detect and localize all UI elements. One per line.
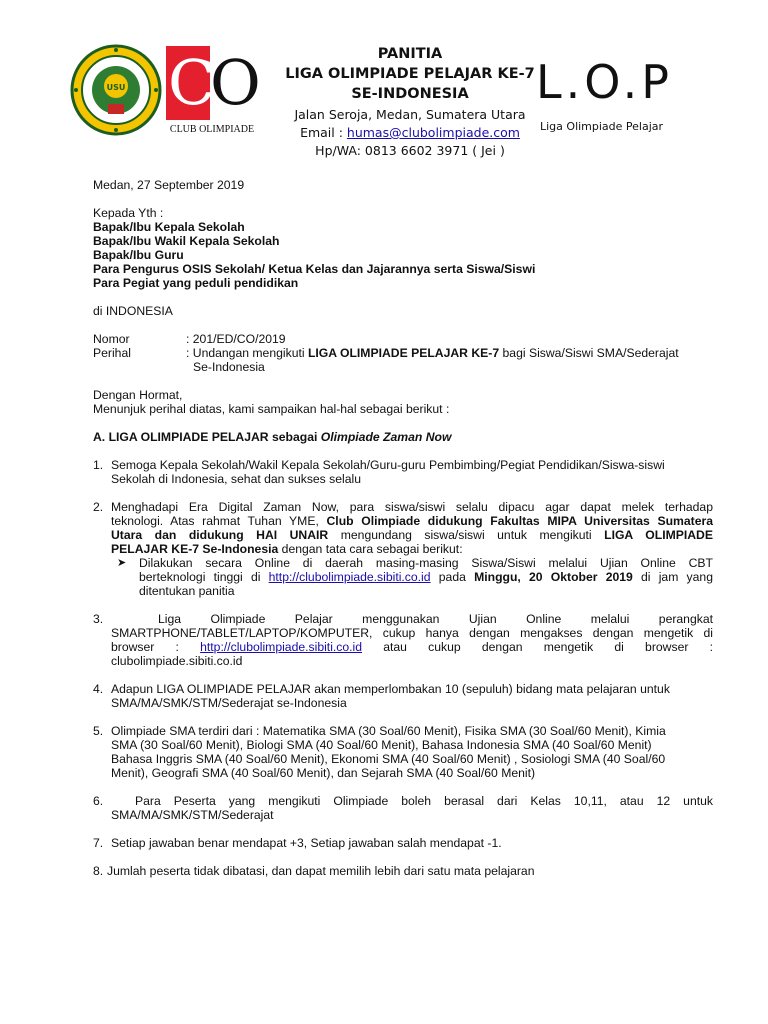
perihal-line2: Se-Indonesia: [193, 360, 265, 374]
item-2-line4-bold: PELAJAR KE-7 Se-Indonesia: [111, 542, 279, 556]
item-2-sub-mid: pada: [430, 570, 475, 584]
item-2-line2-pre: teknologi. Atas rahmat Tuhan YME,: [111, 514, 327, 528]
item-2-line2-bold: Club Olimpiade didukung Fakultas MIPA Universitas Sumatera: [326, 514, 713, 528]
item-4-line1: Adapun LIGA OLIMPIADE PELAJAR akan memperlombakan 10 (sepuluh) bidang mata pelajaran untuk: [111, 682, 670, 696]
to-intro: Kepada Yth :: [93, 206, 164, 220]
item-7-line1: Setiap jawaban benar mendapat +3, Setiap jawaban salah mendapat -1.: [111, 836, 502, 850]
email-label: Email :: [300, 125, 347, 140]
perihal-pre: : Undangan mengikuti: [186, 346, 308, 360]
perihal-label: Perihal: [93, 346, 131, 360]
item-2-line3-post: mengundang siswa/siswi untuk mengikuti: [328, 528, 605, 542]
item-2-line4: [111, 542, 463, 557]
recipient-2: Bapak/Ibu Wakil Kepala Sekolah: [93, 234, 280, 248]
item-2-sub-pre: berteknologi tinggi di: [139, 570, 269, 584]
header-email: [260, 124, 560, 142]
item-8-line1: Jumlah peserta tidak dibatasi, dan dapat memilih lebih dari satu mata pelajaran: [107, 864, 535, 878]
item-2-line3: [111, 528, 713, 543]
email-link[interactable]: humas@clubolimpiade.com: [346, 125, 520, 140]
item-2-sub-date: Minggu, 20 Oktober 2019: [474, 570, 633, 584]
header-line2: LIGA OLIMPIADE PELAJAR KE-7: [285, 66, 535, 82]
item-3-number: 3.: [93, 612, 104, 626]
item-5-line4: Menit), Geografi SMA (40 Soal/60 Menit), dan Sejarah SMA (40 Soal/60 Menit): [111, 766, 536, 780]
co-mark-o: O: [210, 46, 261, 119]
recipient-1: Bapak/Ibu Kepala Sekolah: [93, 220, 245, 234]
sibiti-link-1[interactable]: http://clubolimpiade.sibiti.co.id: [268, 570, 431, 584]
perihal-value: [186, 346, 679, 361]
perihal-bold: LIGA OLIMPIADE PELAJAR KE-7: [307, 346, 500, 360]
item-3-line2: SMARTPHONE/TABLET/LAPTOP/KOMPUTER, cukup hanya dengan mengakses dengan mengetik di: [111, 626, 713, 640]
item-2-line3-bold2: LIGA OLIMPIADE: [604, 528, 713, 542]
item-5-line1: Olimpiade SMA terdiri dari : Matematika SMA (30 Soal/60 Menit), Fisika SMA (30 Soal/60 Menit), Kimia: [111, 724, 666, 738]
item-6-number: 6.: [93, 794, 104, 808]
item-1-number: 1.: [93, 458, 104, 472]
header-line1: PANITIA: [377, 46, 443, 62]
lop-logo: [536, 56, 706, 136]
co-mark-c: C: [168, 46, 216, 119]
nomor-value: : 201/ED/CO/2019: [186, 332, 286, 346]
item-5-line3: Bahasa Inggris SMA (40 Soal/60 Menit), Ekonomi SMA (40 Soal/60 Menit) , Sosiologi SMA (40 Soal/60: [111, 752, 666, 766]
item-2-line1: Menghadapi Era Digital Zaman Now, para siswa/siswi selalu dipacu agar dapat melek terhadap: [111, 500, 713, 514]
item-2-sub-post: di jam yang: [632, 570, 713, 584]
item-1-line2: Sekolah di Indonesia, sehat dan sukses selalu: [111, 472, 362, 486]
header-address: Jalan Seroja, Medan, Sumatera Utara: [294, 107, 526, 122]
item-8-number: 8.: [93, 864, 104, 878]
co-caption: CLUB OLIMPIADE: [169, 124, 255, 135]
seal-icon: [70, 44, 162, 136]
location: di INDONESIA: [93, 304, 173, 318]
item-2-sub-line1: Dilakukan secara Online di daerah masing-masing Siswa/Siswi melalui Ujian Online CBT: [139, 556, 713, 570]
letter-date: Medan, 27 September 2019: [93, 178, 245, 192]
recipient-3: Bapak/Ibu Guru: [93, 248, 184, 262]
item-5-number: 5.: [93, 724, 104, 738]
item-4-number: 4.: [93, 682, 104, 696]
item-4-line2: SMA/MA/SMK/STM/Sederajat se-Indonesia: [111, 696, 347, 710]
item-2-sub-line2: [139, 570, 713, 585]
item-7-number: 7.: [93, 836, 104, 850]
recipient-4: Para Pengurus OSIS Sekolah/ Ketua Kelas dan Jajarannya serta Siswa/Siswi: [93, 262, 536, 276]
section-a-text: A. LIGA OLIMPIADE PELAJAR sebagai: [93, 430, 321, 444]
section-a-heading: [93, 430, 451, 445]
arrow-bullet-icon: ➤: [117, 557, 127, 569]
letterhead: [260, 44, 560, 160]
item-6-line1: Para Peserta yang mengikuti Olimpiade boleh berasal dari Kelas 10,11, atau 12 untuk: [135, 794, 713, 808]
item-2-line4-post: dengan tata cara sebagai berikut:: [278, 542, 463, 556]
usu-seal-logo: [70, 44, 162, 136]
header-phone: Hp/WA: 0813 6602 3971 ( Jei ): [315, 143, 505, 158]
item-3-line4: clubolimpiade.sibiti.co.id: [111, 654, 243, 668]
intro: Menunjuk perihal diatas, kami sampaikan hal-hal sebagai berikut :: [93, 402, 450, 416]
item-3-line3-post: atau cukup dengan mengetik di browser :: [362, 640, 713, 654]
perihal-post: bagi Siswa/Siswi SMA/Sederajat: [499, 346, 679, 360]
item-3-line3-pre: browser :: [111, 640, 201, 654]
club-olimpiade-logo: [166, 46, 261, 142]
item-1-line1: Semoga Kepala Sekolah/Wakil Kepala Sekolah/Guru-guru Pembimbing/Pegiat Pendidikan/Siswa-siswi: [111, 458, 665, 472]
sibiti-link-2[interactable]: http://clubolimpiade.sibiti.co.id: [200, 640, 363, 654]
item-2-number: 2.: [93, 500, 104, 514]
lop-caption: Liga Olimpiade Pelajar: [540, 120, 664, 133]
item-2-sub-line3: ditentukan panitia: [139, 584, 235, 598]
item-3-line3: [111, 640, 713, 655]
nomor-label: Nomor: [93, 332, 130, 346]
header-line3: SE-INDONESIA: [351, 86, 469, 102]
lop-mark: L.O.P: [536, 55, 673, 109]
greeting: Dengan Hormat,: [93, 388, 183, 402]
item-5-line2: SMA (30 Soal/60 Menit), Biologi SMA (40 Soal/60 Menit), Bahasa Indonesia SMA (40 Soal/60 Menit): [111, 738, 652, 752]
recipient-5: Para Pegiat yang peduli pendidikan: [93, 276, 299, 290]
item-2-line3-bold: Utara dan didukung HAI UNAIR: [111, 528, 329, 542]
item-2-line2: [111, 514, 713, 529]
item-3-line1: Liga Olimpiade Pelajar menggunakan Ujian Online melalui perangkat: [158, 612, 713, 626]
item-6-line2: SMA/MA/SMK/STM/Sederajat: [111, 808, 274, 822]
section-a-italic: Olimpiade Zaman Now: [320, 430, 452, 444]
seal-text: USU: [106, 83, 126, 92]
